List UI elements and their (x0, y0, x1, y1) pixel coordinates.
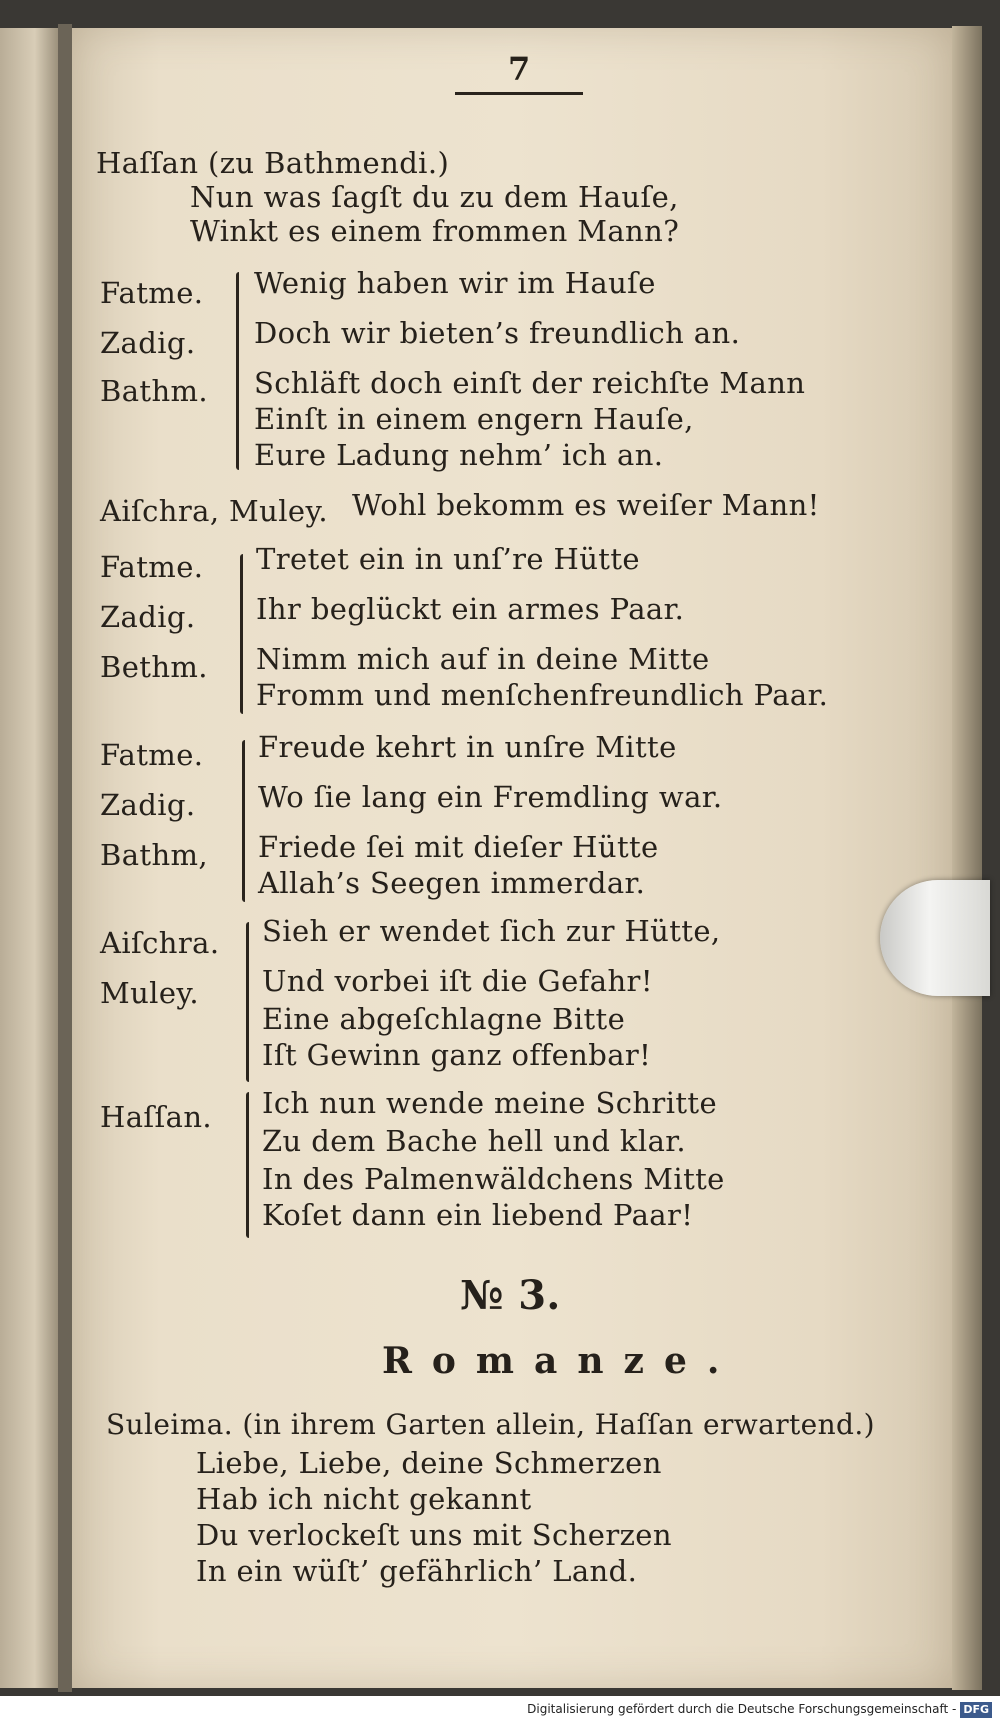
dfg-logo: DFG (960, 1702, 992, 1718)
speaker-label: Fatme. (100, 738, 204, 772)
verse-line: Wenig haben wir im Hauſe (254, 266, 656, 300)
verse-line: Eine abgeſchlagne Bitte (262, 1002, 626, 1036)
speaker-label: Muley. (100, 976, 199, 1010)
verse-line: In ein wüſt’ gefährlich’ Land. (196, 1554, 638, 1588)
speaker-label: Aiſchra. (100, 926, 220, 960)
verse-line: Schläft doch einſt der reichſte Mann (254, 366, 806, 400)
verse-line: Koſet dann ein liebend Paar! (262, 1198, 694, 1232)
section-number: № 3. (460, 1272, 561, 1319)
book-gutter (58, 24, 72, 1692)
verse-line: Nun was ſagſt du zu dem Hauſe, (190, 180, 679, 214)
verse-line: Fromm und menſchenfreundlich Paar. (256, 678, 829, 712)
verse-line: Sieh er wendet ſich zur Hütte, (262, 914, 721, 948)
verse-line: Tretet ein in unſ’re Hütte (256, 542, 640, 576)
speaker-label: Fatme. (100, 276, 204, 310)
bracket (240, 554, 243, 714)
verse-line: Nimm mich auf in deine Mitte (256, 642, 710, 676)
verse-line: Wohl bekomm es weiſer Mann! (352, 488, 820, 522)
verse-line: Du verlockeſt uns mit Scherzen (196, 1518, 672, 1552)
facing-page-edge (0, 28, 58, 1688)
bracket (246, 1092, 249, 1238)
verse-line: Ich nun wende meine Schritte (262, 1086, 718, 1120)
verse-line: Eure Ladung nehm’ ich an. (254, 438, 664, 472)
verse-line: Ihr beglückt ein armes Paar. (256, 592, 685, 626)
verse-line: Doch wir bieten’s freundlich an. (254, 316, 741, 350)
verse-line: Liebe, Liebe, deine Schmerzen (196, 1446, 662, 1480)
bracket (242, 740, 245, 902)
speaker-label: Haſſan. (100, 1100, 213, 1134)
speaker-label: Zadig. (100, 326, 196, 360)
section-title: Romanze. (382, 1340, 740, 1382)
verse-line: Friede ſei mit dieſer Hütte (258, 830, 659, 864)
speaker-label: Bathm. (100, 374, 209, 408)
glass-page-weight (880, 880, 990, 996)
verse-line: Wo ſie lang ein Fremdling war. (258, 780, 723, 814)
verse-line: Hab ich nicht gekannt (196, 1482, 532, 1516)
speaker-label: Zadig. (100, 600, 196, 634)
verse-line: Allah’s Seegen immerdar. (258, 866, 646, 900)
verse-line: Zu dem Bache hell und klar. (262, 1124, 686, 1158)
verse-line: Iſt Gewinn ganz offenbar! (262, 1038, 652, 1072)
bracket (246, 922, 249, 1082)
header-rule (455, 92, 583, 95)
speaker-label: Zadig. (100, 788, 196, 822)
speaker-label: Bethm. (100, 650, 208, 684)
verse-line: Freude kehrt in unſre Mitte (258, 730, 677, 764)
footer-text: Digitalisierung gefördert durch die Deutsche Forschungsgemeinschaft - (527, 1702, 957, 1716)
page-stack-edge (952, 26, 982, 1690)
verse-line: Winkt es einem frommen Mann? (190, 214, 680, 248)
speaker-label: Fatme. (100, 550, 204, 584)
page-number: 7 (508, 50, 531, 88)
speaker-suleima: Suleima. (in ihrem Garten allein, Haſſan erwartend.) (106, 1408, 875, 1441)
verse-line: Und vorbei iſt die Gefahr! (262, 964, 653, 998)
speaker-label: Aiſchra, Muley. (100, 494, 329, 528)
bracket (236, 272, 239, 470)
digitization-footer (0, 1696, 1000, 1722)
verse-line: In des Palmenwäldchens Mitte (262, 1162, 725, 1196)
speaker-label: Bathm, (100, 838, 209, 872)
verse-line: Einſt in einem engern Hauſe, (254, 402, 694, 436)
speaker-hassan: Haſſan (zu Bathmendi.) (96, 146, 450, 180)
